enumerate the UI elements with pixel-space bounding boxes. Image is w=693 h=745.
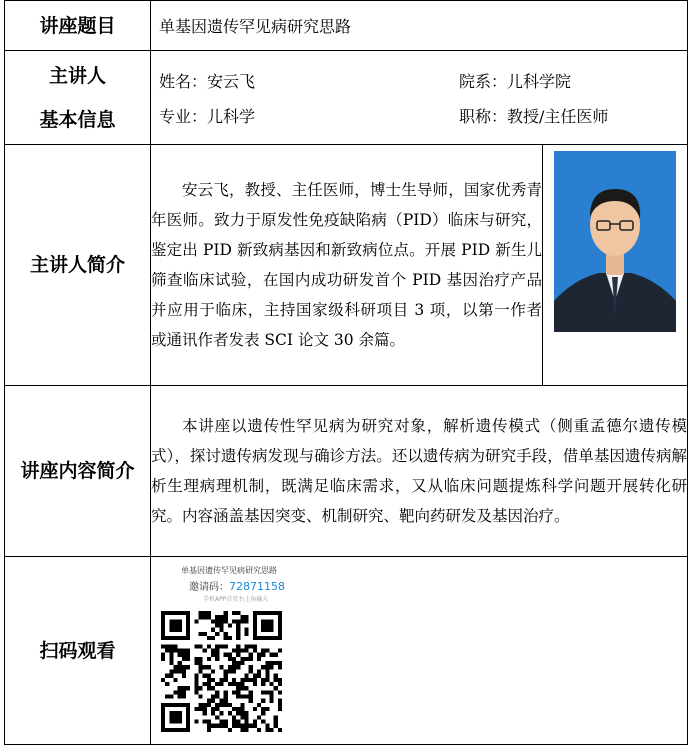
major-label: 专业： xyxy=(159,106,208,126)
topic-label: 讲座题目 xyxy=(5,1,151,51)
speaker-intro-text: 安云飞，教授、主任医师，博士生导师，国家优秀青年医师。致力于原发性免疫缺陷病（PID）临床与研究，鉴定出 PID 新致病基因和新致病位点。开展 PID 新生儿筛查临床试验，在国内成功研发首个 PID 基因治疗产品并应用于临床，主持国家级科研项目 3 项，以第一作者或通讯作者发表 SCI 论文 30 余篇。 xyxy=(151,145,543,386)
scan-cell xyxy=(151,557,688,745)
invite-code-line xyxy=(189,578,687,593)
dept-label: 院系： xyxy=(459,71,508,91)
dept-value: 儿科学院 xyxy=(507,71,572,91)
speaker-photo xyxy=(554,151,676,332)
topic-value: 单基因遗传罕见病研究思路 xyxy=(151,1,688,51)
lecture-intro-row xyxy=(5,386,688,557)
speaker-photo-cell xyxy=(543,145,688,386)
major-field xyxy=(159,104,459,127)
speaker-info-label-line2: 基本信息 xyxy=(39,108,116,131)
lecture-intro-text: 本讲座以遗传性罕见病为研究对象，解析遗传模式（侧重孟德尔遗传模式），探讨遗传病发现与确诊方法。还以遗传病为研究手段，借单基因遗传病解析生理病理机制，既满足临床需求，又从临床问题提炼科学问题开展转化研究。内容涵盖基因突变、机制研究、靶向药研发及基因治疗。 xyxy=(151,386,688,557)
scan-row xyxy=(5,557,688,745)
invite-code: 72871158 xyxy=(229,580,285,593)
qr-hint: 手机APP首页右上角输入 xyxy=(203,596,269,603)
name-field xyxy=(159,69,459,92)
lecture-intro-label: 讲座内容简介 xyxy=(5,386,151,557)
dept-field xyxy=(459,69,679,92)
topic-row xyxy=(5,1,688,51)
qr-code-icon[interactable] xyxy=(161,611,282,732)
speaker-intro-label: 主讲人简介 xyxy=(5,145,151,386)
scan-label: 扫码观看 xyxy=(5,557,151,745)
speaker-intro-row xyxy=(5,145,688,386)
title-value: 教授/主任医师 xyxy=(507,106,609,126)
invite-label: 邀请码： xyxy=(189,582,229,593)
name-label: 姓名： xyxy=(159,71,208,91)
speaker-info-label-line1: 主讲人 xyxy=(48,64,106,87)
title-field xyxy=(459,104,679,127)
speaker-info-label xyxy=(5,51,151,145)
speaker-portrait-icon xyxy=(554,151,676,332)
speaker-info-cell xyxy=(151,51,688,145)
qr-title: 单基因遗传罕见病研究思路 xyxy=(181,566,277,575)
title-label: 职称： xyxy=(459,106,508,126)
speaker-info-row xyxy=(5,51,688,145)
name-value: 安云飞 xyxy=(207,71,256,91)
lecture-info-table xyxy=(4,0,688,745)
major-value: 儿科学 xyxy=(207,106,256,126)
